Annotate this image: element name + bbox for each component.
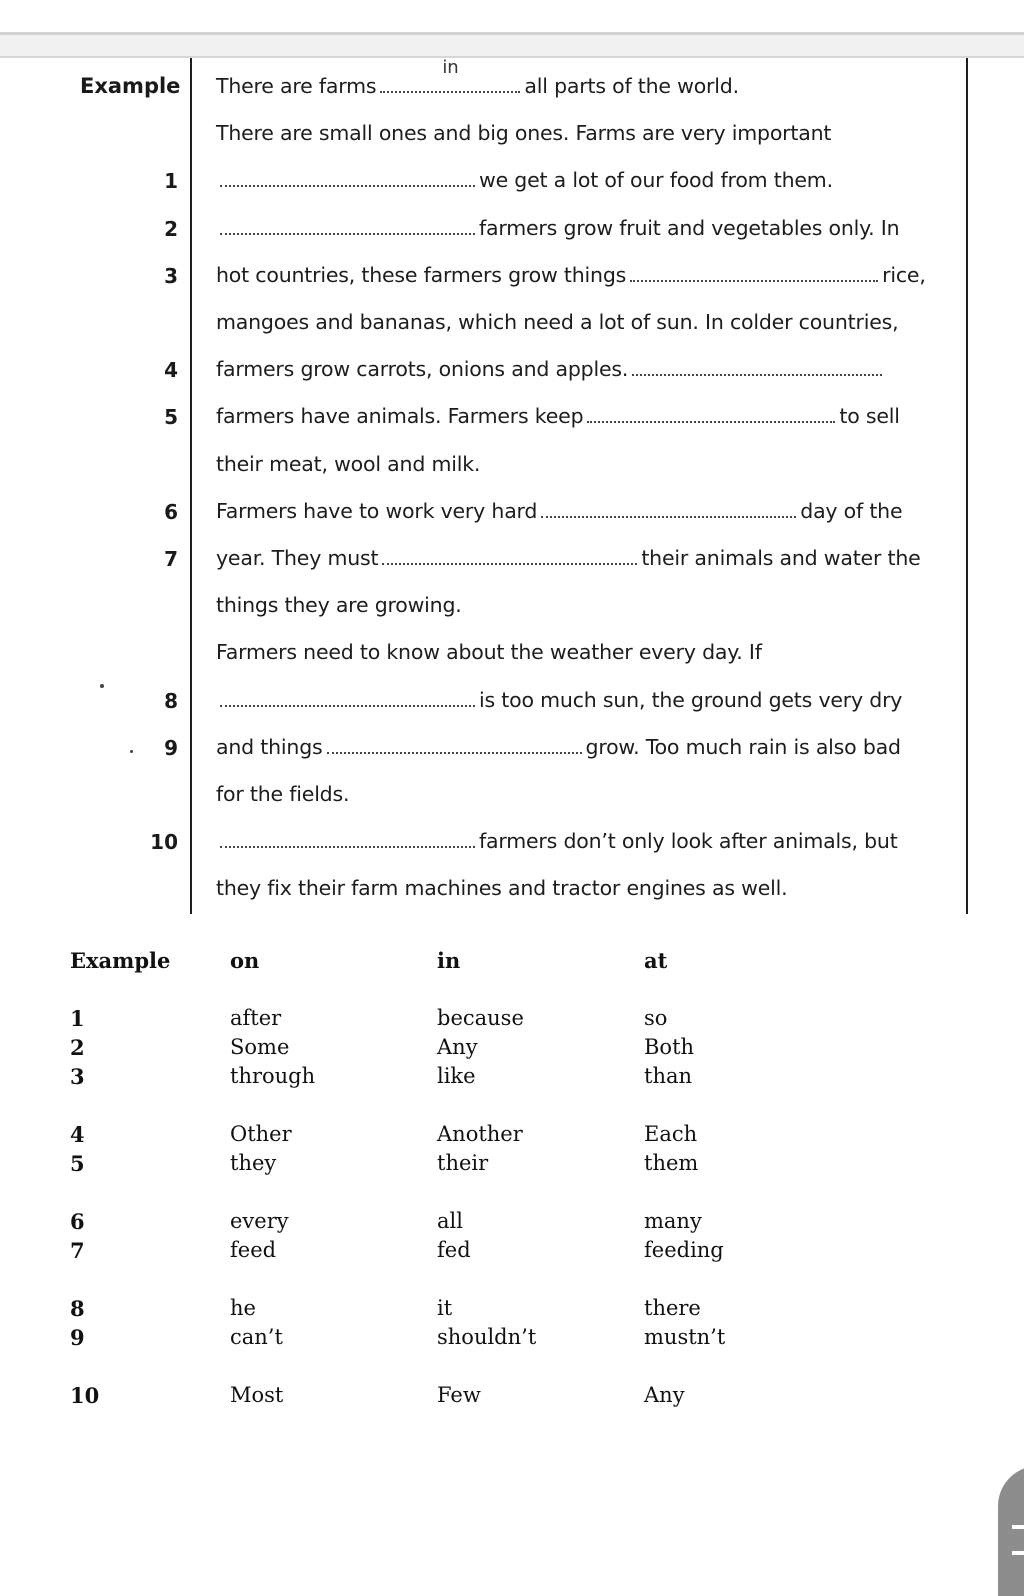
question-number: 7 [164, 547, 178, 571]
options-row [0, 948, 1024, 976]
option-b[interactable]: Another [437, 1122, 523, 1146]
passage-text: Farmers need to know about the weather every day. If [216, 640, 762, 665]
passage-text: grow. Too much rain is also bad [585, 734, 901, 759]
answer-blank[interactable] [632, 360, 882, 376]
row-label: 9 [70, 1325, 85, 1350]
option-b[interactable]: shouldn’t [437, 1325, 537, 1349]
options-row [0, 1151, 1024, 1179]
passage-line [216, 263, 926, 287]
question-number: 3 [164, 263, 178, 288]
passage-line [216, 452, 480, 476]
passage-text: farmers grow carrots, onions and apples. [216, 357, 629, 382]
example-answer-blank[interactable] [380, 57, 520, 93]
answer-blank[interactable] [220, 219, 475, 235]
option-a[interactable]: he [230, 1296, 256, 1320]
row-label: 10 [70, 1383, 100, 1408]
option-b[interactable]: because [437, 1006, 524, 1030]
options-row [0, 1325, 1024, 1353]
options-row [0, 1064, 1024, 1092]
row-label: 1 [70, 1006, 85, 1031]
passage-text: their animals and water the [641, 546, 921, 570]
question-number: 2 [164, 216, 178, 241]
question-number: 6 [164, 499, 178, 524]
passage-line [216, 57, 739, 98]
option-b[interactable]: it [437, 1296, 453, 1320]
passage-text: mangoes and bananas, which need a lot of sun. In colder countries, [216, 310, 899, 334]
option-a[interactable]: on [230, 948, 260, 973]
option-c[interactable]: than [644, 1064, 693, 1088]
row-label: 7 [70, 1238, 85, 1263]
passage-line [216, 168, 833, 192]
right-border-line [966, 58, 968, 914]
passage-text: farmers don’t only look after animals, but [479, 829, 898, 854]
passage-line [216, 121, 831, 145]
passage-text: we get a lot of our food from them. [479, 168, 833, 193]
question-number: 4 [164, 358, 178, 383]
question-number: 10 [150, 830, 178, 855]
answer-blank[interactable] [220, 691, 475, 707]
passage-text: farmers have animals. Farmers keep [216, 404, 584, 429]
answer-blank[interactable] [541, 502, 796, 518]
answer-blank[interactable] [630, 266, 878, 282]
passage-text: There are farms [216, 74, 377, 98]
page-separator-band [0, 32, 1024, 58]
passage-line [216, 876, 787, 900]
example-label: Example [80, 74, 181, 98]
left-divider-line [190, 58, 192, 914]
options-row [0, 1296, 1024, 1324]
answer-blank[interactable] [220, 832, 475, 848]
passage-line [216, 404, 900, 428]
row-label: 8 [70, 1296, 85, 1321]
passage-text: farmers grow fruit and vegetables only. In [479, 215, 900, 240]
options-row [0, 1238, 1024, 1266]
answer-blank[interactable] [327, 738, 582, 754]
option-c[interactable]: so [644, 1006, 668, 1030]
question-number: 9 [164, 735, 178, 760]
question-number: 8 [164, 688, 178, 713]
question-number: 5 [164, 405, 178, 430]
option-c[interactable]: feeding [644, 1238, 724, 1262]
passage-line [216, 310, 898, 334]
passage-line [216, 357, 886, 381]
question-number: 1 [164, 169, 178, 194]
passage-line [216, 640, 762, 664]
passage-line [216, 499, 902, 523]
option-b[interactable]: Few [437, 1383, 481, 1407]
passage-line [216, 735, 901, 759]
exercise-passage [0, 58, 1024, 916]
option-c[interactable]: Each [644, 1122, 698, 1146]
passage-line [216, 216, 899, 240]
option-a[interactable]: Some [230, 1035, 290, 1059]
option-c[interactable]: at [644, 948, 668, 973]
passage-line [216, 782, 349, 806]
example-answer: in [442, 57, 459, 78]
answer-blank[interactable] [382, 549, 637, 565]
options-row [0, 1122, 1024, 1150]
passage-text: and things [216, 734, 323, 759]
option-c[interactable]: there [644, 1296, 701, 1320]
passage-text: their meat, wool and milk. [216, 451, 481, 476]
answer-blank[interactable] [220, 171, 475, 187]
passage-text: year. They must [216, 546, 379, 570]
passage-text: for the fields. [216, 782, 350, 806]
option-a[interactable]: they [230, 1151, 277, 1175]
row-label: 6 [70, 1209, 85, 1234]
option-a[interactable]: through [230, 1064, 316, 1088]
option-a[interactable]: after [230, 1006, 282, 1030]
option-a[interactable]: Most [230, 1383, 284, 1407]
option-a[interactable]: Other [230, 1122, 292, 1146]
option-b[interactable]: their [437, 1151, 489, 1175]
option-c[interactable]: Both [644, 1035, 695, 1059]
options-row [0, 1035, 1024, 1063]
passage-text: things they are growing. [216, 593, 462, 618]
passage-line [216, 688, 902, 712]
passage-line [216, 546, 921, 570]
option-b[interactable]: fed [437, 1238, 471, 1262]
options-row [0, 1209, 1024, 1237]
option-b[interactable]: all [437, 1209, 463, 1233]
passage-text: day of the [800, 498, 903, 523]
option-b[interactable]: in [437, 948, 461, 973]
option-a[interactable]: every [230, 1209, 289, 1233]
option-c[interactable]: mustn’t [644, 1325, 726, 1349]
menu-icon[interactable] [1012, 1525, 1024, 1555]
passage-text: is too much sun, the ground gets very dry [479, 687, 903, 712]
passage-line [216, 593, 462, 617]
row-label: 4 [70, 1122, 85, 1147]
options-row [0, 1383, 1024, 1411]
scan-speck [130, 750, 133, 753]
passage-text: they fix their farm machines and tractor engines as well. [216, 876, 788, 901]
passage-text: hot countries, these farmers grow things [216, 262, 627, 287]
answer-blank[interactable] [587, 407, 835, 423]
row-label: 5 [70, 1151, 85, 1176]
option-b[interactable]: Any [437, 1035, 478, 1059]
option-a[interactable]: can’t [230, 1325, 283, 1349]
option-a[interactable]: feed [230, 1238, 277, 1262]
scan-speck [100, 684, 104, 688]
top-bar [0, 0, 1024, 32]
row-label: 3 [70, 1064, 85, 1089]
option-b[interactable]: like [437, 1064, 476, 1088]
passage-text: There are small ones and big ones. Farms are very important [216, 121, 832, 146]
option-c[interactable]: Any [644, 1383, 685, 1407]
passage-text: all parts of the world. [524, 74, 739, 98]
passage-text: Farmers have to work very hard [216, 498, 538, 523]
passage-text: rice, [882, 262, 926, 287]
row-label: Example [70, 948, 171, 973]
option-c[interactable]: them [644, 1151, 699, 1175]
row-label: 2 [70, 1035, 85, 1060]
passage-text: to sell [839, 404, 900, 429]
option-c[interactable]: many [644, 1209, 702, 1233]
options-row [0, 1006, 1024, 1034]
passage-line [216, 829, 898, 853]
